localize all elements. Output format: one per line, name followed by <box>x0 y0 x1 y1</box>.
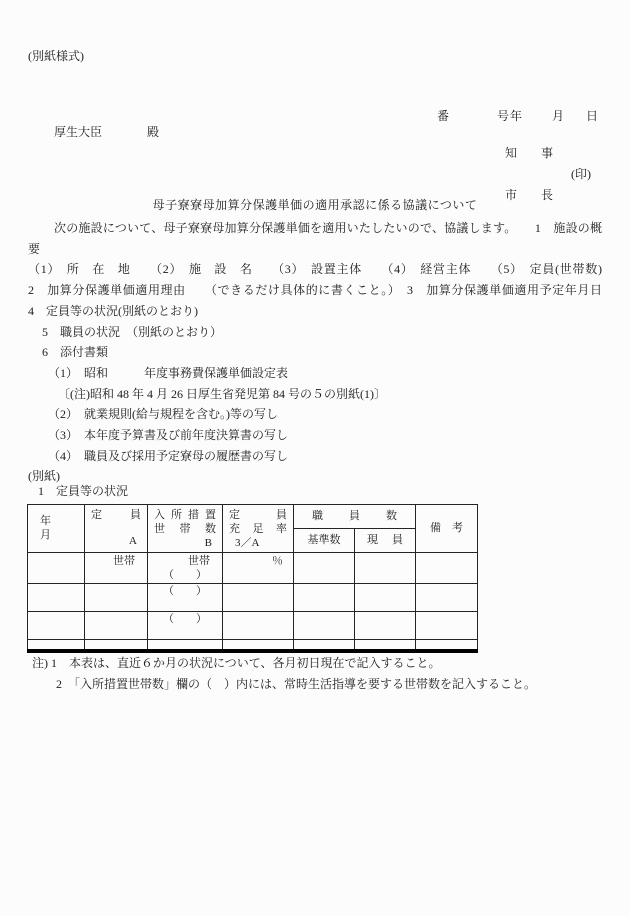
doc-number-label: 番 <box>437 109 450 123</box>
header-staff-current-label: 現 員 <box>367 534 403 546</box>
body-line-reason: 2 加算分保護単価適用理由 （できるだけ具体的に書くこと。） 3 加算分保護単価適用予定年月日 <box>28 283 602 298</box>
body-line-attachments: 6 添付書類 <box>42 345 109 360</box>
rate-unit-label: ％ <box>272 555 283 567</box>
header-capacity <box>85 505 148 553</box>
header-rate-code: 3／A <box>235 537 260 549</box>
date-month-label: 月 <box>552 109 565 123</box>
cell-capacity-blank <box>85 584 148 612</box>
form-style-label: (別紙様式) <box>28 49 84 63</box>
cell-admitted-paren <box>148 612 223 640</box>
body-line-staff-status: 5 職員の状況 （別紙のとおり） <box>42 324 223 339</box>
header-capacity-code: A <box>129 535 137 547</box>
header-admitted-line1: 入所措置 <box>154 509 216 521</box>
body-line-overview-items: （1） 所 在 地 （2） 施 設 名 （3） 設置主体 （4） 経営主体 （5） 定員(世帯数) <box>28 262 602 277</box>
cell-year-month-blank <box>28 553 85 584</box>
header-year-month <box>28 505 85 553</box>
header-staff-standard-label: 基準数 <box>307 534 341 546</box>
cell-staff-current-blank <box>355 584 416 612</box>
header-year-month-label: 年 月 <box>40 515 62 541</box>
cell-year-month-blank <box>28 612 85 640</box>
date-day-label: 日 <box>586 109 599 123</box>
header-staff-count-group <box>294 505 416 529</box>
table-row <box>28 584 478 612</box>
body-line-capacity-status: 4 定員等の状況(別紙のとおり) <box>28 303 198 318</box>
admitted-paren-blank: （ ） <box>163 585 207 597</box>
body-line-attachment-4: （4） 職員及び採用予定寮母の履歴書の写し <box>48 448 289 463</box>
admitted-unit-label: 世帯 <box>188 555 210 567</box>
table-note-1: 注) 1 本表は、直近６か月の状況について、各月初日現在で記入すること。 <box>32 656 441 670</box>
cell-remarks-blank <box>416 640 478 651</box>
table-row <box>28 612 478 640</box>
date-year-label: 年 <box>510 109 523 123</box>
cell-staff-standard-blank <box>294 640 355 651</box>
document-body <box>28 218 602 487</box>
cell-capacity-blank <box>85 612 148 640</box>
table-row <box>28 640 478 651</box>
cell-rate-blank <box>223 584 294 612</box>
admitted-paren-blank: （ ） <box>163 569 207 581</box>
cell-year-month-blank <box>28 640 85 651</box>
cell-rate-unit <box>223 553 294 584</box>
signer-mayor: 市 長 <box>505 188 554 202</box>
table-row <box>28 553 478 584</box>
body-line-attachment-3: （3） 本年度予算書及び前年度決算書の写し <box>48 428 289 443</box>
header-staff-count-label: 職 員 数 <box>312 510 397 522</box>
seal-mark: (印) <box>571 167 591 181</box>
cell-capacity-blank <box>85 640 148 651</box>
header-remarks <box>416 505 478 553</box>
cell-remarks-blank <box>416 584 478 612</box>
admitted-paren-blank: （ ） <box>163 613 207 625</box>
cell-staff-standard-blank <box>294 612 355 640</box>
attachment-sheet-label: (別紙) <box>28 469 60 484</box>
capacity-unit-label: 世帯 <box>113 555 135 567</box>
cell-staff-current-blank <box>355 553 416 584</box>
header-admitted-line2: 世 帯 数 <box>154 523 216 535</box>
addressee-name: 厚生大臣 <box>54 125 103 139</box>
cell-admitted-unit <box>148 553 223 584</box>
header-capacity-label: 定 員 <box>91 509 141 521</box>
addressee-honorific: 殿 <box>147 125 160 139</box>
doc-number-suffix: 号 <box>497 109 510 123</box>
header-rate-line2: 充 足 率 <box>229 523 287 535</box>
cell-staff-current-blank <box>355 640 416 651</box>
document-title: 母子寮寮母加算分保護単価の適用承認に係る協議について <box>152 198 478 212</box>
header-admitted-code: B <box>204 537 212 549</box>
cell-rate-blank <box>223 612 294 640</box>
cell-remarks-blank <box>416 612 478 640</box>
header-staff-current <box>355 529 416 553</box>
header-remarks-label: 備 考 <box>430 522 463 534</box>
cell-admitted-blank <box>148 640 223 651</box>
body-line-attachment-2: （2） 就業規則(給与規程を含む。)等の写し <box>48 407 278 422</box>
body-line-attachment-1: （1） 昭和 年度事務費保護単価設定表 <box>48 365 289 380</box>
table-note-2: 2 「入所措置世帯数」欄の（ ）内には、常時生活指導を要する世帯数を記入すること。 <box>56 677 537 691</box>
body-line-intro: 次の施設について、母子寮寮母加算分保護単価を適用いたしたいので、協議します。 1 施設の概要 <box>28 221 602 256</box>
capacity-status-table <box>27 504 478 653</box>
cell-rate-blank <box>223 640 294 651</box>
header-rate-line1: 定 員 <box>229 509 287 521</box>
header-occupancy-rate <box>223 505 294 553</box>
cell-staff-current-blank <box>355 612 416 640</box>
header-admitted-households <box>148 505 223 553</box>
table-caption: 1 定員等の状況 <box>38 484 129 498</box>
cell-remarks-blank <box>416 553 478 584</box>
signer-governor: 知 事 <box>505 146 554 160</box>
cell-year-month-blank <box>28 584 85 612</box>
cell-capacity-unit <box>85 553 148 584</box>
body-line-attachment-1-note: 〔(注)昭和 48 年 4 月 26 日厚生省発児第 84 号の５の別紙(1)〕 <box>58 386 386 401</box>
cell-staff-standard-blank <box>294 584 355 612</box>
header-staff-standard <box>294 529 355 553</box>
cell-staff-standard-blank <box>294 553 355 584</box>
cell-admitted-paren <box>148 584 223 612</box>
